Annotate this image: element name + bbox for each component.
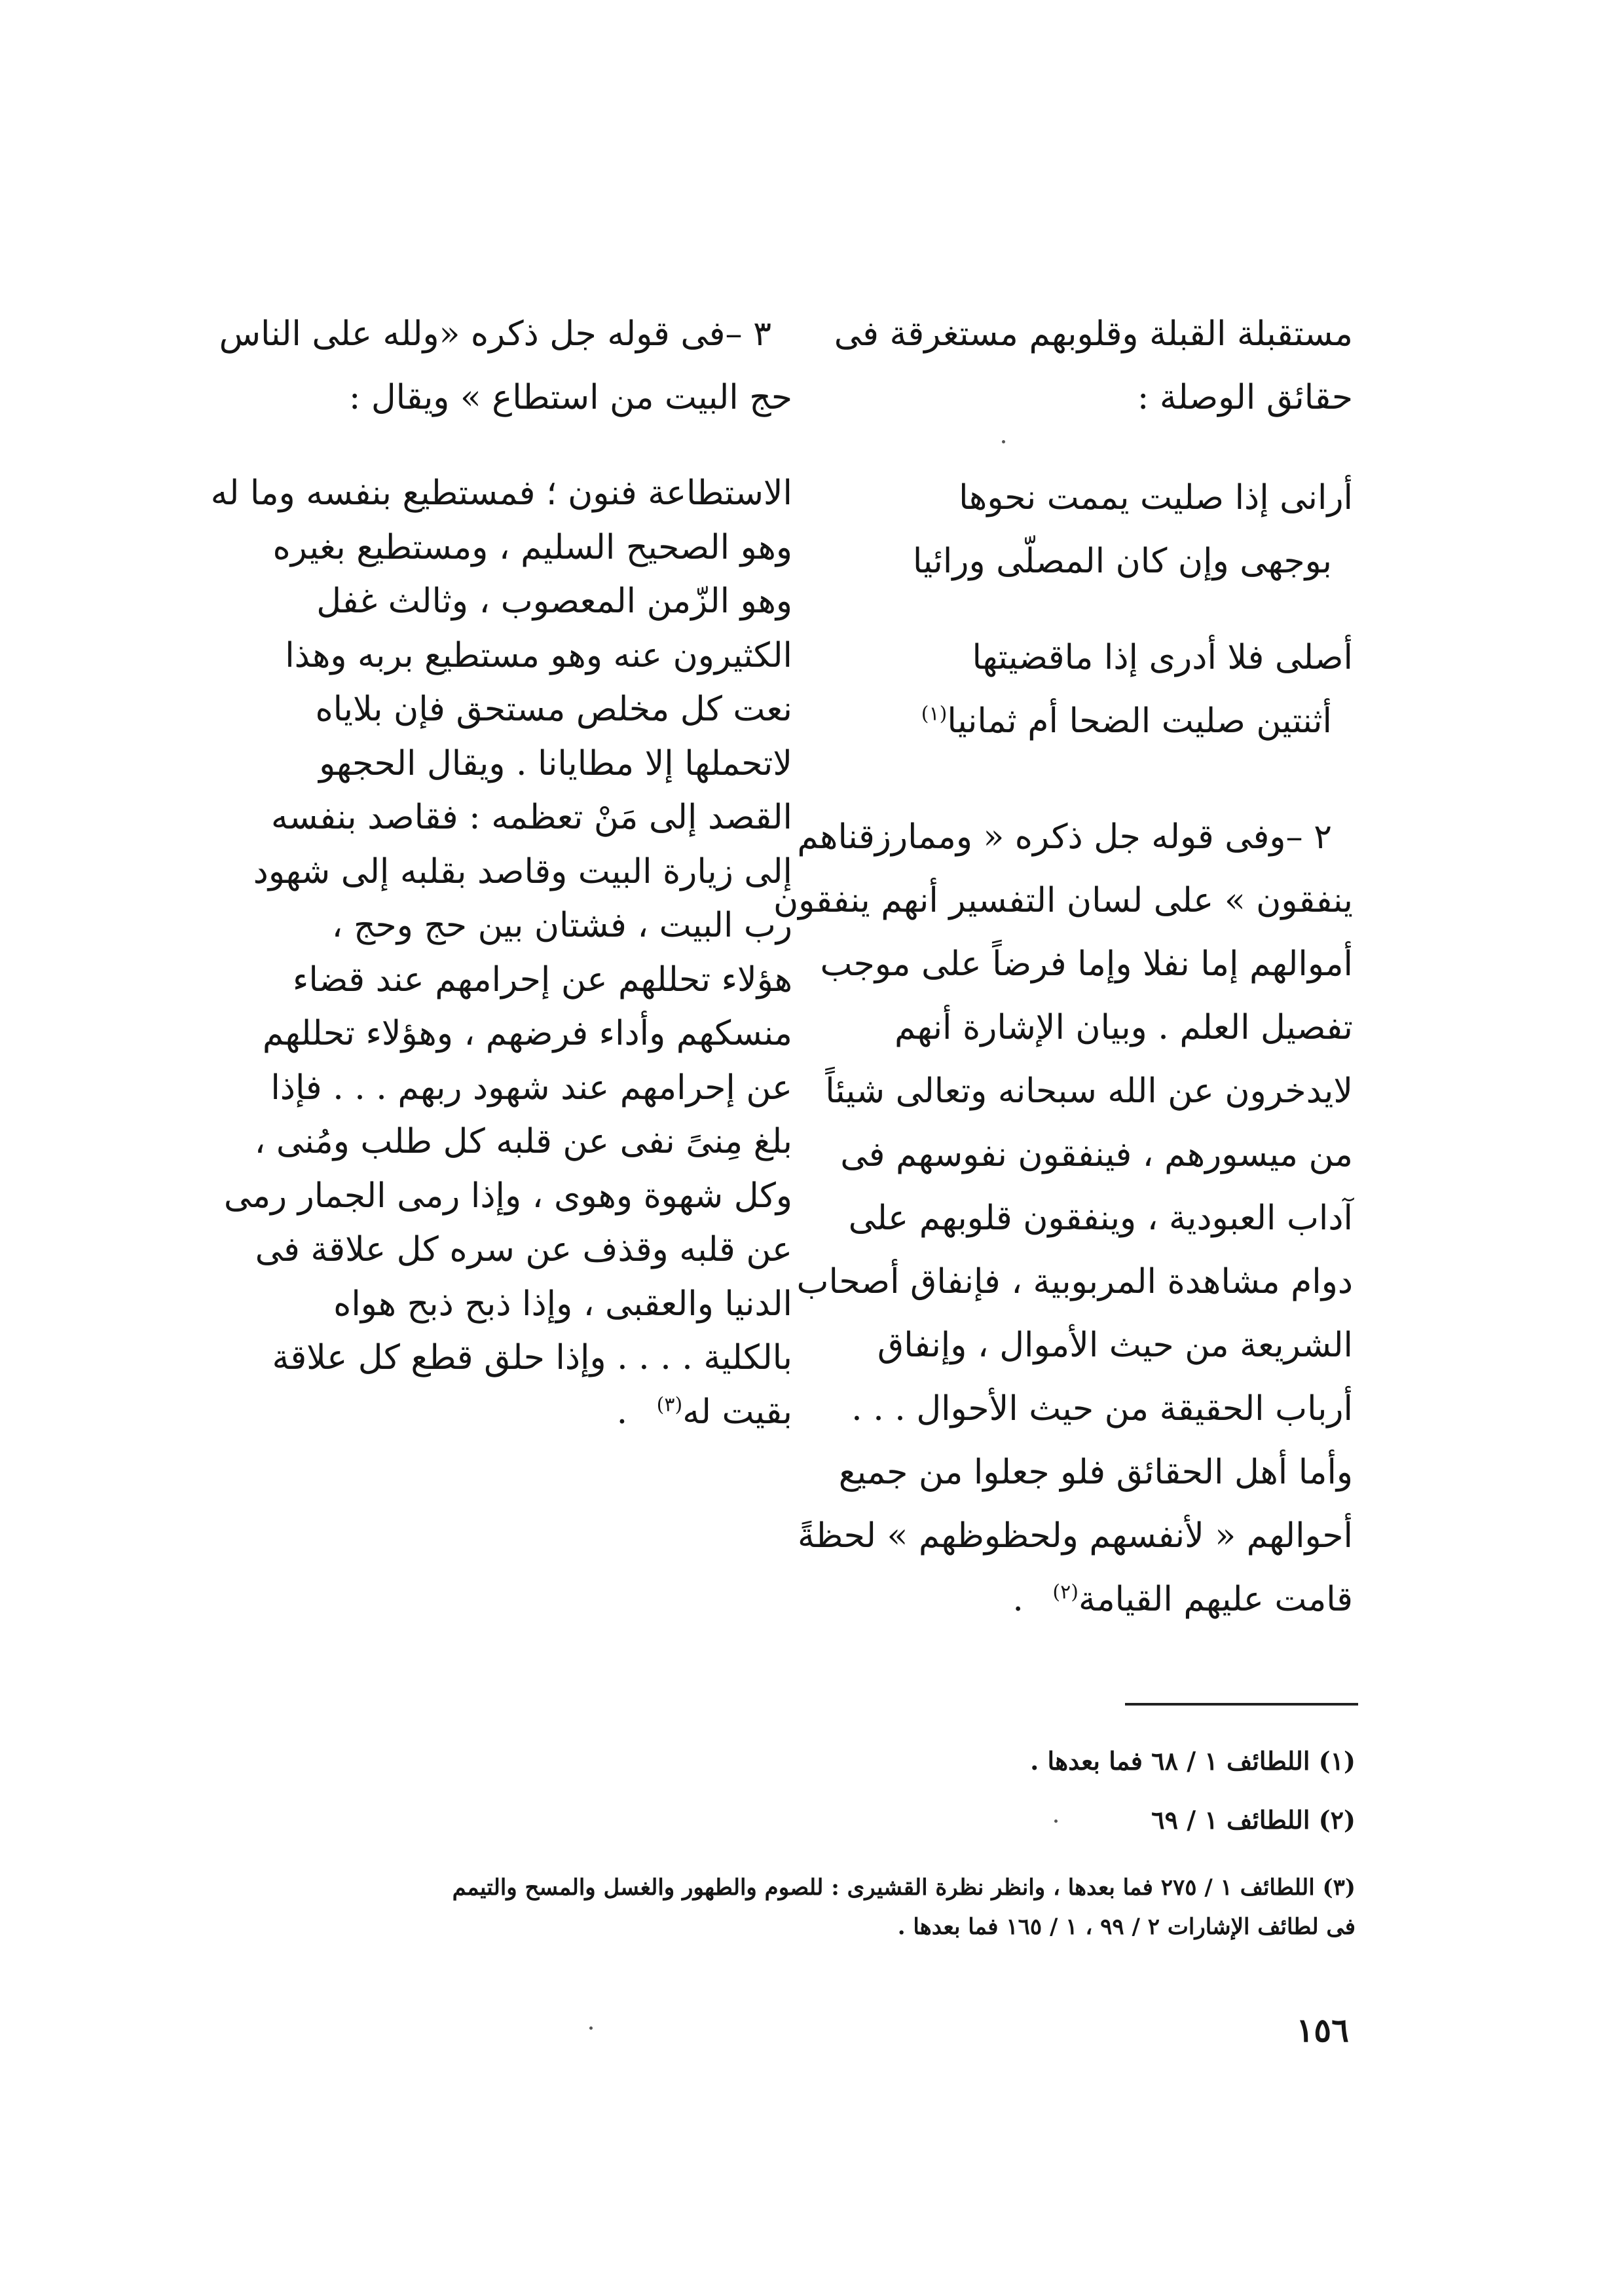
section-3-end-mark: . <box>616 1392 628 1432</box>
section-3-line-6: لاتحملها إلا مطايانا . ويقال الحجهو <box>319 743 792 783</box>
page-number: ١٥٦ <box>1296 2011 1349 2049</box>
scan-speck <box>1002 440 1005 443</box>
footnote-3-block <box>196 1868 1356 1947</box>
section-2-line-5: لايدخرون عن الله سبحانه وتعالى شيئاً <box>825 1072 1353 1111</box>
footnotes <box>196 1740 1356 1783</box>
section-2-line-12: أحوالهم « لأنفسهم ولحظوظهم » لحظةً <box>798 1516 1353 1556</box>
footnote-ref-3: (٣) <box>656 1393 683 1417</box>
footnote-2: (٢) اللطائف ١ / ٦٩ <box>1151 1805 1356 1835</box>
poem-verse-4-text: أثنتين صليت الضحا أم ثمانيا <box>947 701 1332 741</box>
poem-part-2 <box>840 626 1353 753</box>
section-3-heading-line-2: حج البيت من استطاع » ويقال : <box>348 378 792 417</box>
section-3-body <box>210 466 792 1439</box>
footnote-divider <box>1125 1703 1358 1706</box>
poem-verse-1: أرانى إذا صليت يممت نحوها <box>959 478 1353 517</box>
section-3-line-18 <box>274 1385 792 1440</box>
section-2-line-4: تفصيل العلم . وبيان الإشارة أنهم <box>895 1008 1353 1047</box>
footnote-2-block <box>196 1799 1356 1842</box>
section-2-line-11: وأما أهل الحقائق فلو جعلوا من جميع <box>838 1453 1353 1492</box>
poem-verse-2: بوجهى وإن كان المصلّى ورائيا <box>912 542 1332 581</box>
section-2 <box>773 806 1353 1632</box>
poem-verse-4 <box>840 690 1353 753</box>
section-2-line-13 <box>840 1568 1353 1632</box>
right-column <box>834 303 1353 430</box>
section-3-line-16: الدنيا والعقبى ، وإذا ذبح ذبح هواه <box>333 1284 792 1324</box>
scan-speck <box>1054 1819 1058 1823</box>
intro-line-1: مستقبلة القبلة وقلوبهم مستغرقة فى <box>834 314 1353 354</box>
footnote-1: (١) اللطائف ١ / ٦٨ فما بعدها . <box>1030 1746 1356 1776</box>
section-3-line-8: إلى زيارة البيت وقاصد بقلبه إلى شهود <box>253 851 792 891</box>
section-3-line-11: منسكهم وأداء فرضهم ، وهؤلاء تحللهم <box>262 1014 792 1053</box>
section-2-last-text: قامت عليهم القيامة <box>1078 1580 1353 1619</box>
section-3-line-10: هؤلاء تحللهم عن إحرامهم عند قضاء <box>292 960 792 999</box>
section-2-line-9: الشريعة من حيث الأموال ، وإنفاق <box>877 1326 1353 1365</box>
section-3-line-13: بلغ مِنىً نفى عن قلبه كل طلب ومُنى ، <box>254 1122 792 1161</box>
section-2-line-7: آداب العبودية ، وينفقون قلوبهم على <box>848 1199 1353 1238</box>
section-3-line-5: نعت كل مخلص مستحق فإن بلاياه <box>315 690 792 729</box>
footnote-ref-1: (١) <box>921 702 948 726</box>
section-3-line-7: القصد إلى مَنْ تعظمه : فقاصد بنفسه <box>270 798 792 837</box>
intro-line-2: حقائق الوصلة : <box>1137 378 1353 417</box>
section-3-line-3: وهو الزّمن المعصوب ، وثالث غفل <box>316 582 792 621</box>
section-2-line-10: أرباب الحقيقة من حيث الأحوال . . . <box>851 1389 1353 1428</box>
intro-paragraph <box>834 303 1353 430</box>
section-2-line-2: ينفقون » على لسان التفسير أنهم ينفقون <box>773 881 1353 920</box>
section-3-line-9: رب البيت ، فشتان بين حج وحج ، <box>331 906 792 945</box>
footnote-ref-2: (٢) <box>1052 1580 1079 1604</box>
section-3-line-17: بالكلية . . . . وإذا حلق قطع كل علاقة <box>272 1338 792 1377</box>
section-2-line-8: دوام مشاهدة المربوبية ، فإنفاق أصحاب <box>796 1262 1353 1301</box>
section-2-line-1: ٢ –وفى قوله جل ذكره « وممارزقناهم <box>797 817 1332 857</box>
poem <box>840 466 1353 593</box>
section-3-last-text: بقيت له <box>682 1392 792 1432</box>
section-2-line-6: من ميسورهم ، فينفقون نفوسهم فى <box>840 1135 1353 1174</box>
section-2-line-3: أموالهم إما نفلا وإما فرضاً على موجب <box>820 944 1353 984</box>
section-3-heading-line-1: ٣ –فى قوله جل ذكره «ولله على الناس <box>219 314 771 354</box>
section-3-line-4: الكثيرون عنه وهو مستطيع بربه وهذا <box>285 635 792 675</box>
section-3-line-15: عن قلبه وقذف عن سره كل علاقة فى <box>255 1230 792 1269</box>
section-3-line-2: وهو الصحيح السليم ، ومستطيع بغيره <box>272 527 792 567</box>
section-3-line-12: عن إحرامهم عند شهود ربهم . . . فإذا <box>270 1068 792 1108</box>
footnote-3-line-2: فى لطائف الإشارات ٢ / ٩٩ ، ١ / ١٦٥ فما بعدها . <box>897 1914 1356 1940</box>
scan-speck <box>589 2026 593 2030</box>
footnote-3-line-1: (٣) اللطائف ١ / ٢٧٥ فما بعدها ، وانظر نظرة القشيرى : للصوم والطهور والغسل والمسح والتيمم <box>452 1875 1356 1901</box>
section-2-end-mark: . <box>1012 1580 1024 1619</box>
poem-verse-3: أصلى فلا أدرى إذا ماقضيتها <box>972 638 1353 677</box>
section-3-line-14: وكل شهوة وهوى ، وإذا رمى الجمار رمى <box>223 1176 792 1216</box>
section-3-line-1: الاستطاعة فنون ؛ فمستطيع بنفسه وما له <box>210 474 792 513</box>
left-column <box>219 303 792 430</box>
section-3-heading <box>219 303 792 430</box>
